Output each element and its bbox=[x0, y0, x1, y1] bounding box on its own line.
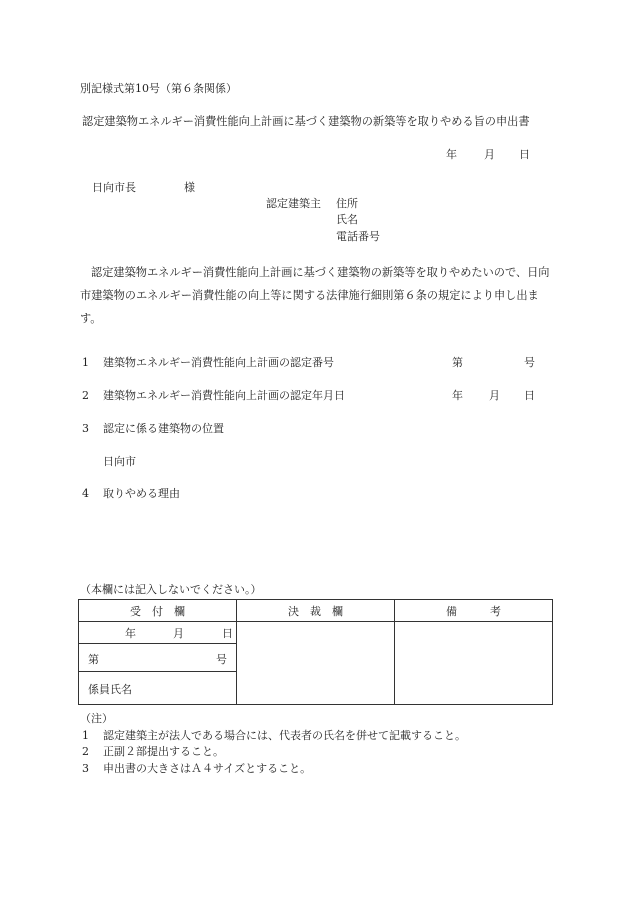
reception-month-label: 月 bbox=[173, 627, 184, 640]
note-number: 2 bbox=[82, 745, 89, 758]
note-text: 正副２部提出すること。 bbox=[103, 745, 224, 758]
item-value: 日向市 bbox=[103, 455, 136, 468]
item-label: 建築物エネルギー消費性能向上計画の認定番号 bbox=[103, 356, 334, 369]
office-use-table bbox=[78, 599, 553, 705]
item-label: 建築物エネルギー消費性能向上計画の認定年月日 bbox=[103, 389, 345, 402]
reception-header: 受 付 欄 bbox=[79, 600, 237, 622]
date-year-label: 年 bbox=[446, 148, 457, 161]
staff-name-cell bbox=[79, 672, 237, 705]
date-month-label: 月 bbox=[484, 148, 495, 161]
reception-date-row bbox=[79, 622, 553, 644]
item-number: 2 bbox=[82, 389, 89, 402]
staff-name-label: 係員氏名 bbox=[88, 683, 132, 696]
decision-header: 決 裁 欄 bbox=[237, 600, 395, 622]
form-label: 別記様式第10号（第６条関係） bbox=[80, 82, 237, 95]
note-number: 3 bbox=[82, 762, 89, 775]
reception-number-suffix: 号 bbox=[216, 653, 227, 666]
applicant-role: 認定建築主 bbox=[266, 197, 321, 210]
item-year-label: 年 bbox=[452, 389, 463, 402]
decision-cell bbox=[237, 622, 395, 705]
applicant-phone-label: 電話番号 bbox=[336, 230, 380, 243]
item-day-label: 日 bbox=[524, 389, 535, 402]
item-label: 認定に係る建築物の位置 bbox=[103, 422, 224, 435]
item-number: 1 bbox=[82, 356, 89, 369]
date-day-label: 日 bbox=[519, 148, 530, 161]
body-paragraph: 認定建築物エネルギー消費性能向上計画に基づく建築物の新築等を取りやめたいので、日向市建築物のエネルギー消費性能の向上等に関する法律施行細則第６条の規定により申し出ます。 bbox=[80, 266, 550, 325]
addressee-honorific: 様 bbox=[184, 181, 195, 194]
remarks-cell bbox=[395, 622, 553, 705]
item-number: 3 bbox=[82, 422, 89, 435]
note-text: 認定建築主が法人である場合には、代表者の氏名を併せて記載すること。 bbox=[103, 729, 466, 742]
notes-heading: （注） bbox=[80, 712, 113, 725]
office-use-header-row bbox=[79, 600, 553, 622]
item-number: 4 bbox=[82, 487, 89, 500]
applicant-address-label: 住所 bbox=[336, 197, 358, 210]
reception-day-label: 日 bbox=[222, 627, 233, 640]
note-text: 申出書の大きさはＡ４サイズとすること。 bbox=[103, 762, 312, 775]
applicant-name-label: 氏名 bbox=[336, 213, 358, 226]
addressee-name: 日向市長 bbox=[92, 181, 136, 194]
reception-number-prefix: 第 bbox=[88, 653, 99, 666]
item-field-suffix: 号 bbox=[524, 356, 535, 369]
office-use-note: （本欄には記入しないでください。） bbox=[80, 583, 262, 596]
reception-number-cell bbox=[79, 644, 237, 672]
reception-year-label: 年 bbox=[125, 627, 136, 640]
document-title: 認定建築物エネルギー消費性能向上計画に基づく建築物の新築等を取りやめる旨の申出書 bbox=[82, 115, 530, 128]
reception-date-cell bbox=[79, 622, 237, 644]
item-label: 取りやめる理由 bbox=[103, 487, 180, 500]
remarks-header: 備 考 bbox=[395, 600, 553, 622]
note-number: 1 bbox=[82, 729, 89, 742]
item-month-label: 月 bbox=[489, 389, 500, 402]
item-field-prefix: 第 bbox=[452, 356, 463, 369]
